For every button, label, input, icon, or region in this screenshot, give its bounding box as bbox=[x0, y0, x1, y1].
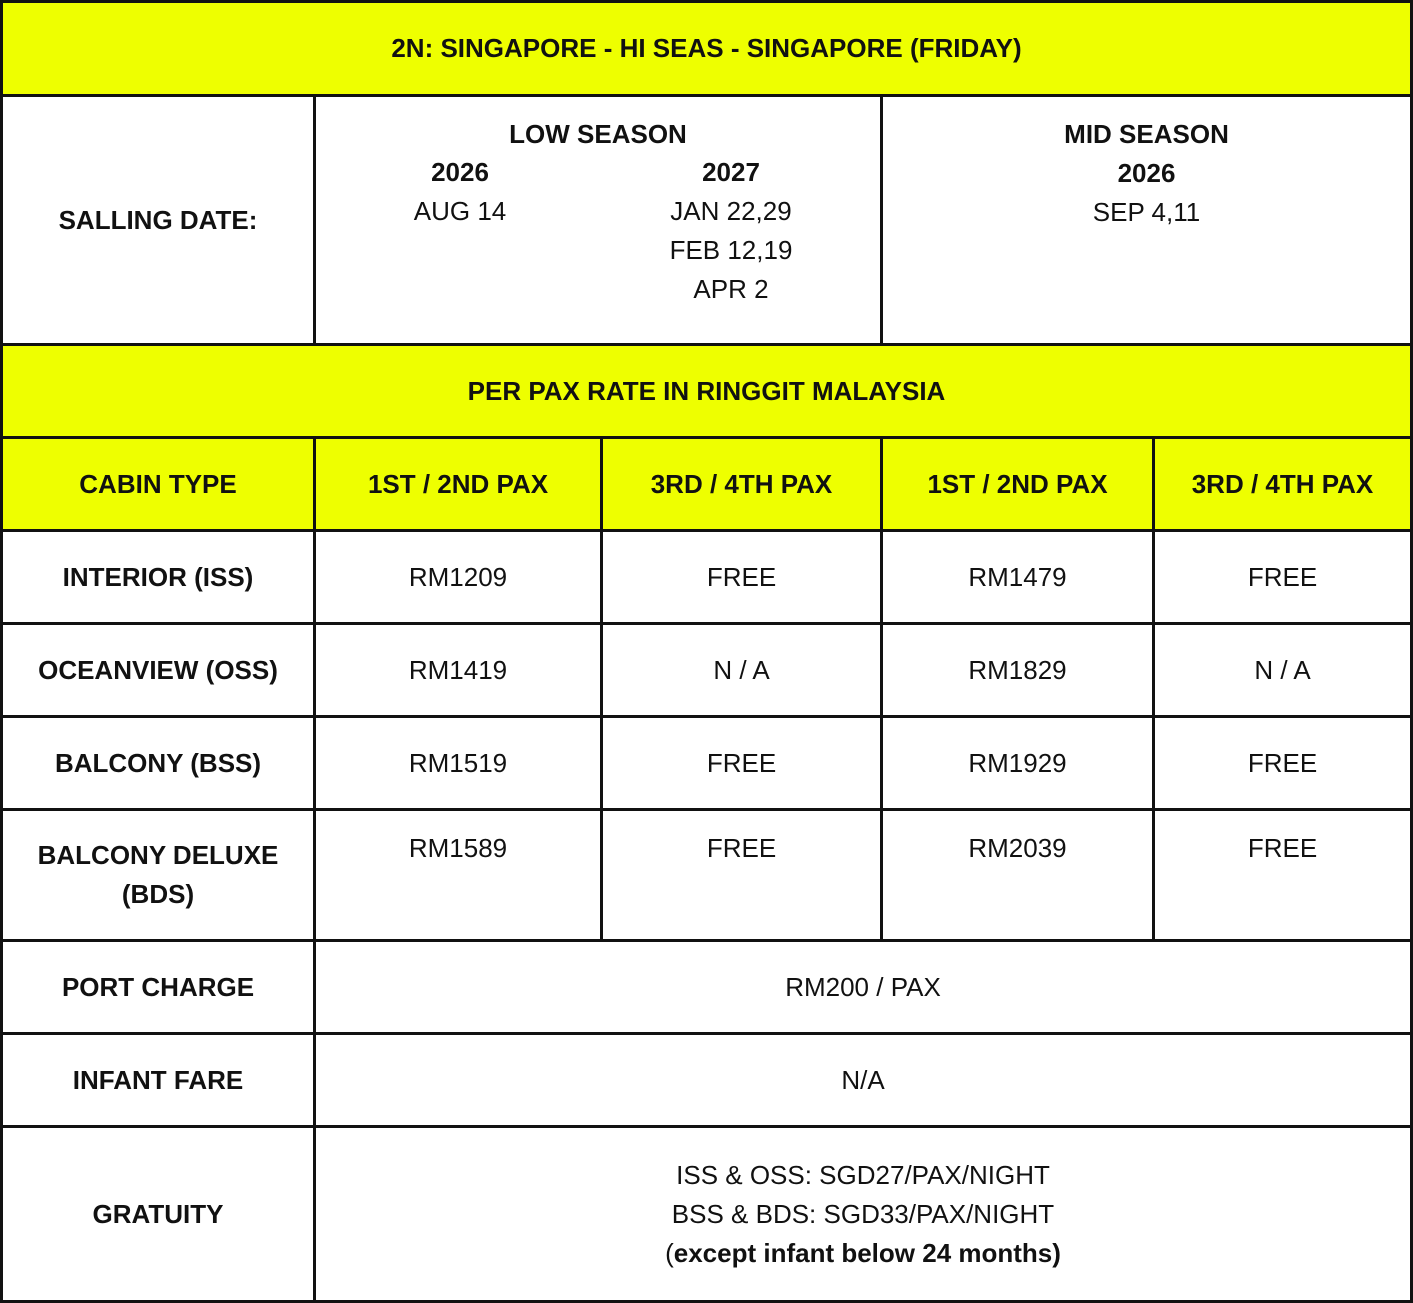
cabin-cell-oceanview bbox=[0, 622, 316, 718]
cabin-type: BALCONY (BSS) bbox=[54, 747, 262, 778]
cabin-type: OCEANVIEW (OSS) bbox=[38, 654, 278, 685]
gratuity-exception-note: except infant below 24 months) bbox=[673, 1237, 1061, 1268]
gratuity-paren: ( bbox=[665, 1237, 674, 1268]
column-header-label: 1ST / 2ND PAX bbox=[927, 468, 1108, 499]
page-title: 2N: SINGAPORE - HI SEAS - SINGAPORE (FRIDAY) bbox=[391, 33, 1022, 63]
mid-season-year: 2026 bbox=[1117, 158, 1176, 188]
infant-fare-value-cell bbox=[313, 1032, 1413, 1128]
cabin-type: BALCONY DELUXE bbox=[37, 840, 279, 870]
rate-cell bbox=[600, 529, 883, 625]
column-header-label: 1ST / 2ND PAX bbox=[367, 468, 549, 499]
title-banner bbox=[0, 0, 1413, 97]
low-season-2026-date: AUG 14 bbox=[413, 196, 507, 226]
rate-value: FREE bbox=[706, 561, 777, 592]
cabin-type-code: (BDS) bbox=[121, 879, 195, 909]
rate-value: RM1829 bbox=[968, 654, 1067, 685]
cabin-type: INTERIOR (ISS) bbox=[62, 561, 254, 592]
rate-header: PER PAX RATE IN RINGGIT MALAYSIA bbox=[467, 375, 946, 406]
column-header-mid-12 bbox=[880, 436, 1155, 532]
mid-season-date: SEP 4,11 bbox=[1092, 197, 1201, 227]
sailing-date-label: SALLING DATE: bbox=[58, 204, 258, 235]
rate-value: RM1589 bbox=[408, 833, 508, 863]
cabin-cell-balcony bbox=[0, 715, 316, 811]
gratuity-line-3 bbox=[665, 1234, 1061, 1273]
sailing-date-label-cell bbox=[0, 94, 316, 346]
mid-season-column bbox=[883, 115, 1410, 232]
column-header-mid-34 bbox=[1152, 436, 1413, 532]
low-season-2027-date-2: FEB 12,19 bbox=[669, 235, 793, 265]
gratuity-line-1: ISS & OSS: SGD27/PAX/NIGHT bbox=[676, 1159, 1050, 1190]
rate-cell bbox=[880, 715, 1155, 811]
low-season-2027-year: 2027 bbox=[702, 157, 760, 187]
rate-cell bbox=[1152, 808, 1413, 942]
rate-cell bbox=[880, 622, 1155, 718]
rate-value: RM1209 bbox=[408, 561, 508, 592]
low-season-2027-date-1: JAN 22,29 bbox=[670, 196, 792, 226]
column-header-low-34 bbox=[600, 436, 883, 532]
rate-cell bbox=[313, 622, 603, 718]
rate-value: FREE bbox=[1247, 833, 1318, 863]
port-charge-label: PORT CHARGE bbox=[61, 971, 255, 1002]
rate-value: N / A bbox=[1254, 654, 1311, 685]
rate-header-banner bbox=[0, 343, 1413, 439]
rate-cell bbox=[1152, 622, 1413, 718]
low-season-2026-column bbox=[400, 153, 520, 231]
cabin-cell-balcony-deluxe bbox=[0, 808, 316, 942]
rate-cell bbox=[1152, 529, 1413, 625]
rate-cell bbox=[1152, 715, 1413, 811]
cabin-cell-interior bbox=[0, 529, 316, 625]
mid-season-cell bbox=[880, 94, 1413, 346]
rate-cell bbox=[313, 715, 603, 811]
low-season-2027-date-3: APR 2 bbox=[693, 274, 769, 304]
port-charge-value-cell bbox=[313, 939, 1413, 1035]
rate-cell bbox=[600, 715, 883, 811]
column-header-label: CABIN TYPE bbox=[79, 468, 237, 499]
rate-value: RM1419 bbox=[408, 654, 508, 685]
infant-fare-value: N/A bbox=[841, 1064, 885, 1095]
rate-value: FREE bbox=[706, 747, 777, 778]
low-season-2026-year: 2026 bbox=[431, 157, 489, 187]
mid-season-label: MID SEASON bbox=[1064, 119, 1229, 149]
column-header-label: 3RD / 4TH PAX bbox=[650, 468, 833, 499]
rate-cell bbox=[313, 529, 603, 625]
rate-value: RM1929 bbox=[968, 747, 1067, 778]
gratuity-line-2: BSS & BDS: SGD33/PAX/NIGHT bbox=[671, 1198, 1055, 1229]
rate-value: RM1479 bbox=[968, 561, 1067, 592]
infant-fare-label-cell bbox=[0, 1032, 316, 1128]
rate-cell bbox=[880, 529, 1155, 625]
infant-fare-label: INFANT FARE bbox=[72, 1064, 244, 1095]
rate-cell bbox=[600, 622, 883, 718]
rate-cell bbox=[880, 808, 1155, 942]
low-season-2027-column bbox=[646, 153, 816, 309]
low-season-cell bbox=[313, 94, 883, 346]
column-header-cabin bbox=[0, 436, 316, 532]
rate-value: FREE bbox=[706, 833, 777, 863]
rate-value: RM1519 bbox=[408, 747, 508, 778]
column-header-label: 3RD / 4TH PAX bbox=[1191, 468, 1374, 499]
rate-value: FREE bbox=[1247, 747, 1318, 778]
rate-value: FREE bbox=[1247, 561, 1318, 592]
gratuity-label: GRATUITY bbox=[92, 1198, 224, 1229]
gratuity-value-cell bbox=[313, 1125, 1413, 1303]
low-season-label: LOW SEASON bbox=[509, 119, 687, 149]
rate-cell bbox=[600, 808, 883, 942]
rate-value: N / A bbox=[713, 654, 770, 685]
rate-cell bbox=[313, 808, 603, 942]
gratuity-label-cell bbox=[0, 1125, 316, 1303]
column-header-low-12 bbox=[313, 436, 603, 532]
port-charge-label-cell bbox=[0, 939, 316, 1035]
port-charge-value: RM200 / PAX bbox=[785, 971, 941, 1002]
rate-value: RM2039 bbox=[968, 833, 1067, 863]
